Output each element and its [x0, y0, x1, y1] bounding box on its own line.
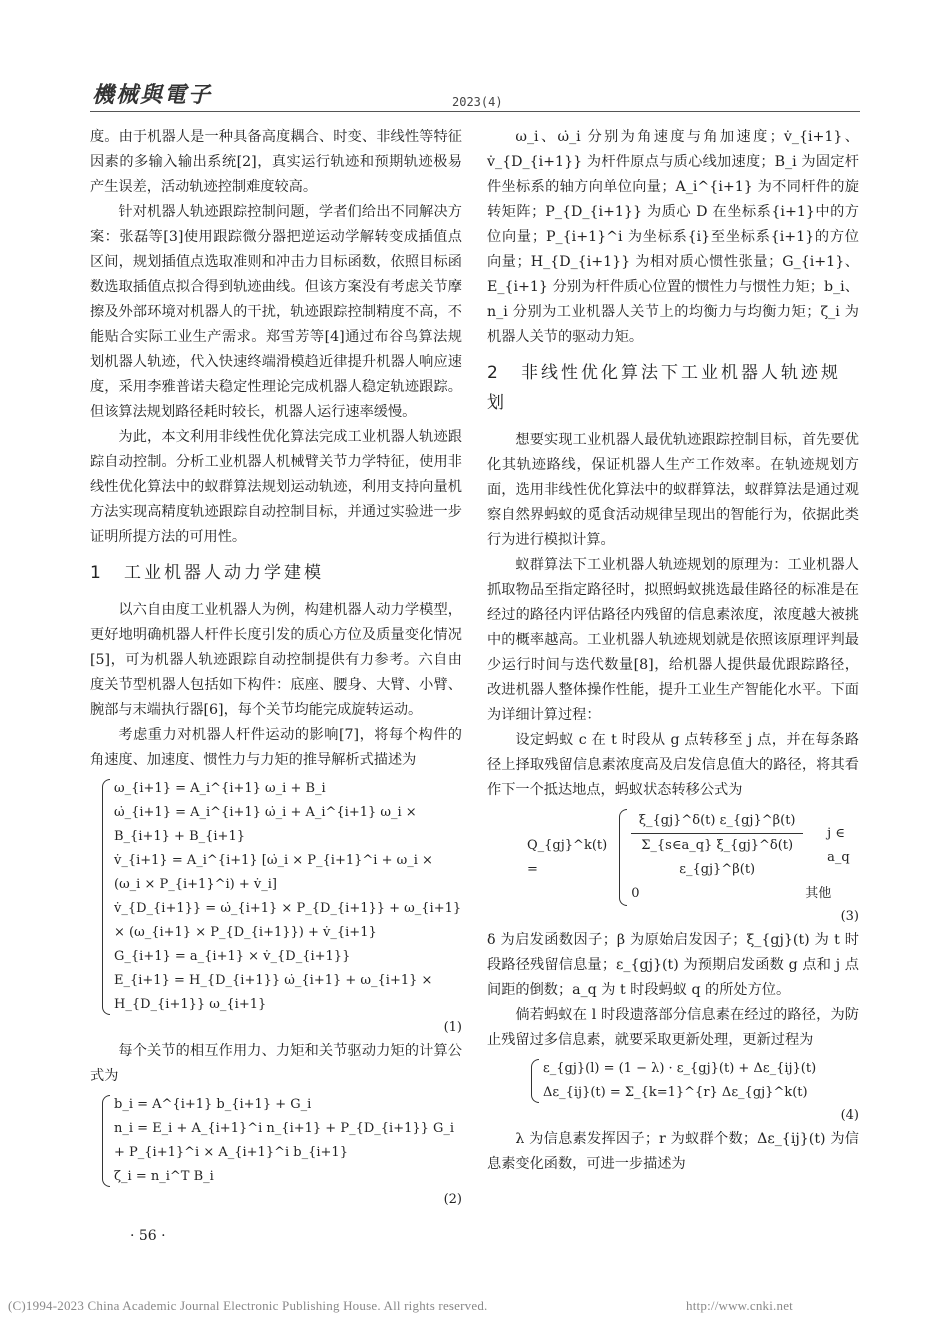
- copyright-footer: [8, 1298, 943, 1314]
- equation-line: ε_{gj}(l) = (1 − λ) · ε_{gj}(t) + Δε_{ij}(t): [543, 1061, 817, 1076]
- equation-line: ζ_i = n_i^T B_i: [114, 1169, 214, 1184]
- cnki-link[interactable]: http://www.cnki.net: [686, 1298, 793, 1313]
- equation-2: [98, 1093, 462, 1189]
- equation-line: v̇_{i+1} = A_i^{i+1} [ω̇_i × P_{i+1}^i + ω_i × (ω_i × P_{i+1}^i) + v̇_i]: [114, 853, 433, 892]
- section-number: 2: [487, 363, 498, 383]
- paragraph: 蚁群算法下工业机器人轨迹规划的原理为：工业机器人抓取物品至指定路径时，拟照蚂蚁挑选最佳路径的标准是在经过的路径内评估路径内残留的信息素浓度，浓度越大被挑中的概率越高。工业机器人轨迹规划就是依照该原理评判最少运行时间与迭代数量[8]，给机器人提供最优跟踪路径，改进机器人整体操作性能，提升工业生产智能化水平。下面为详细计算过程：: [487, 557, 859, 723]
- paragraph: 以六自由度工业机器人为例，构建机器人动力学模型，更好地明确机器人杆件长度引发的质心方位及质量变化情况[5]，可为机器人轨迹跟踪自动控制提供有力参考。六自由度关节型机器人包括如下构件：底座、腰身、大臂、小臂、腕部与末端执行器[6]，每个关节均能完成旋转运动。: [90, 602, 462, 718]
- paragraph: 针对机器人轨迹跟踪控制问题，学者们给出不同解决方案：张磊等[3]使用跟踪微分器把逆运动学解转变成插值点区间，规划插值点选取准则和冲击力目标函数，依照目标函数选取插值点拟合得到轨迹曲线。但该方案没有考虑关节摩擦及外部环境对机器人的干扰，轨迹跟踪控制精度不高，不能贴合实际工业生产需求。郑雪芳等[4]通过布谷鸟算法规划机器人轨迹，代入快速终端滑模趋近律提升机器人响应速度，采用李雅普诺夫稳定性理论完成机器人稳定轨迹跟踪。但该算法规划路径耗时较长，机器人运行速率缓慢。: [90, 204, 462, 420]
- otherwise-label: 其他: [805, 886, 832, 901]
- paragraph: 每个关节的相互作用力、力矩和关节驱动力矩的计算公式为: [90, 1043, 462, 1084]
- paragraph: 倘若蚂蚁在 l 时段遗落部分信息素在经过的路径，为防止残留过多信息素，就要采取更新处理，更新过程为: [487, 1007, 859, 1048]
- equation-line: ω_{i+1} = A_i^{i+1} ω_i + B_i: [114, 781, 326, 796]
- copyright-text: (C)1994-2023 China Academic Journal Electronic Publishing House. All rights reserved.: [8, 1298, 488, 1313]
- right-column: [487, 125, 859, 1177]
- equation-line: G_{i+1} = a_{i+1} × v̇_{D_{i+1}}: [114, 949, 351, 964]
- paragraph: ω_i、ω̇_i 分别为角速度与角加速度；v̇_{i+1}、v̇_{D_{i+1}} 为杆件原点与质心线加速度；B_i 为固定杆件坐标系的轴方向单位向量；A_i^{i+1} 为不同杆件的旋转矩阵；P_{D_{i+1}} 为质心 D 在坐标系{i+1}中的方位向量；P_{i+1}^i 为坐标系{i}至坐标系{i+1}的方位向量；H_{D_{i+1}} 为相对质心惯性张量；G_{i+1}、E_{i+1} 分别为杆件质心位置的惯性力与惯性力矩；b_i、n_i 分别为工业机器人关节上的均衡力与均衡力矩；ζ_i 为机器人关节的驱动力矩。: [487, 129, 859, 345]
- paragraph: 度。由于机器人是一种具备高度耦合、时变、非线性等特征因素的多输入输出系统[2]，真实运行轨迹和预期轨迹极易产生误差，活动轨迹控制难度较高。: [90, 129, 462, 195]
- cases-block: [617, 809, 859, 906]
- equation-1: [98, 777, 462, 1017]
- equation-line: ω̇_{i+1} = A_i^{i+1} ω̇_i + A_i^{i+1} ω_i × B_{i+1} + B_{i+1}: [114, 805, 417, 844]
- equation-number: (1): [443, 1020, 462, 1035]
- equation-line: v̇_{D_{i+1}} = ω̇_{i+1} × P_{D_{i+1}} + ω_{i+1} × (ω_{i+1} × P_{D_{i+1}}) + v̇_{i+1}: [114, 901, 462, 940]
- journal-logo: 機械與電子: [92, 82, 213, 108]
- issue-label: 2023(4): [452, 95, 503, 109]
- section-number: 1: [90, 563, 101, 583]
- equation-line: n_i = E_i + A_{i+1}^i n_{i+1} + P_{D_{i+1}} G_i + P_{i+1}^i × A_{i+1}^i b_{i+1}: [114, 1121, 455, 1160]
- paragraph: 考虑重力对机器人杆件运动的影响[7]，将每个构件的角速度、加速度、惯性力与力矩的推导解析式描述为: [90, 727, 462, 768]
- numerator: ξ_{gj}^δ(t) ε_{gj}^β(t): [631, 809, 803, 834]
- equation-number: (4): [840, 1108, 859, 1123]
- section-title: 工业机器人动力学建模: [124, 563, 324, 583]
- condition: j ∈ a_q: [827, 825, 850, 865]
- paragraph: 为此，本文利用非线性优化算法完成工业机器人轨迹跟踪自动控制。分析工业机器人机械臂关节力学特征，使用非线性优化算法中的蚁群算法规划运动轨迹，利用支持向量机方法实现高精度轨迹跟踪自动控制目标，并通过实验进一步证明所提方法的可用性。: [90, 429, 462, 545]
- section-title: 非线性优化算法下工业机器人轨迹规划: [487, 363, 841, 413]
- header-rule: [90, 111, 860, 112]
- equation-line: E_{i+1} = H_{D_{i+1}} ω̇_{i+1} + ω_{i+1} × H_{D_{i+1}} ω_{i+1}: [114, 973, 433, 1012]
- paragraph: 设定蚂蚁 c 在 t 时段从 g 点转移至 j 点，并在每条路径上择取残留信息素浓度高及启发信息值大的路径，将其看作下一个抵达地点，蚂蚁状态转移公式为: [487, 732, 859, 798]
- page-number: · 56 ·: [130, 1228, 166, 1244]
- section-heading-2: [487, 358, 859, 418]
- fraction: [631, 809, 803, 882]
- paragraph: 想要实现工业机器人最优轨迹跟踪控制目标，首先要优化其轨迹路线，保证机器人生产工作效率。在轨迹规划方面，选用非线性优化算法中的蚁群算法，蚁群算法是通过观察自然界蚂蚁的觅食活动规律呈现出的智能行为，依据此类行为进行模拟计算。: [487, 432, 859, 548]
- equation-line: b_i = A^{i+1} b_{i+1} + G_i: [114, 1097, 312, 1112]
- equation-lhs: Q_{gj}^k(t) =: [527, 837, 608, 877]
- paragraph: δ 为启发函数因子；β 为原始启发因子；ξ_{gj}(t) 为 t 时段路径残留信息量；ε_{gj}(t) 为预期启发函数 g 点和 j 点间距的倒数；a_q 为 t 时段蚂蚁 q 的所处方位。: [487, 932, 859, 998]
- equation-line: Δε_{ij}(t) = Σ_{k=1}^{r} Δε_{gj}^k(t): [543, 1085, 808, 1100]
- denominator: Σ_{s∈a_q} ξ_{gj}^δ(t) ε_{gj}^β(t): [641, 838, 794, 877]
- equation-number: (3): [840, 909, 859, 924]
- section-heading-1: [90, 558, 462, 588]
- zero-case: 0: [631, 886, 640, 901]
- equation-number: (2): [443, 1192, 462, 1207]
- paragraph: λ 为信息素发挥因子；r 为蚁群个数；Δε_{ij}(t) 为信息素变化函数，可进一步描述为: [487, 1131, 859, 1172]
- equation-3: [527, 809, 859, 906]
- left-column: [90, 125, 462, 1211]
- equation-4: [527, 1057, 859, 1105]
